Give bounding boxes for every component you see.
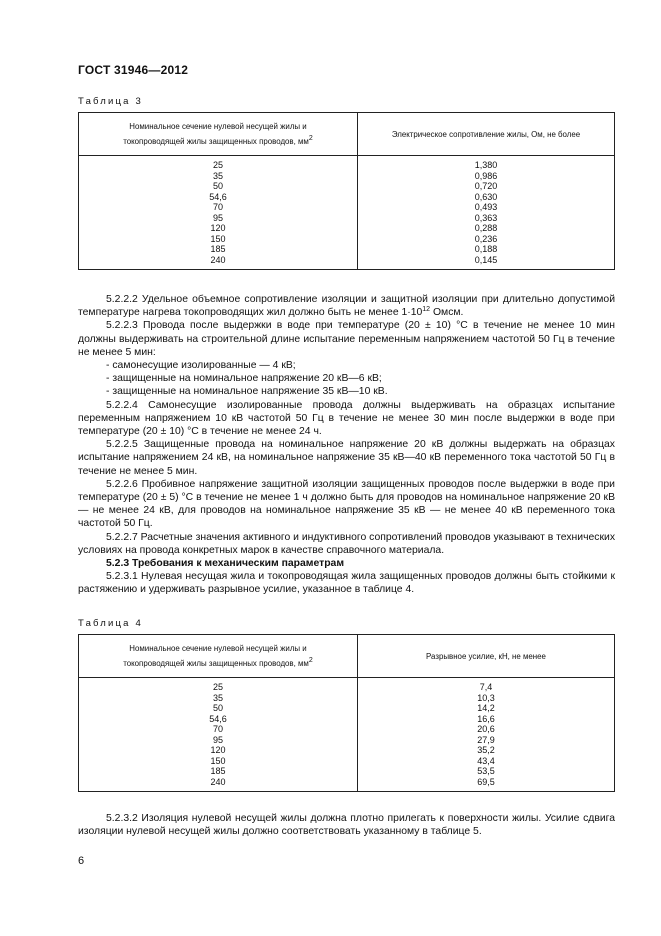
table-cell: 54,6 — [209, 191, 227, 202]
table-cell: 35 — [212, 170, 223, 181]
table-cell: 50 — [212, 703, 223, 713]
table-cell: 185 — [210, 766, 226, 776]
table-cell: 53,5 — [477, 766, 495, 776]
table-cell: 35,2 — [477, 745, 495, 755]
table-3 — [78, 112, 615, 270]
paragraph-5-2-2-4: 5.2.2.4 Самонесущие изолированные провода должны выдерживать на образцах испытание переменным напряжением 10 кВ частотой 50 Гц в течение не менее 30 мин после выдержки в воде при температуре (20 ± 10) °С в течение не менее 24 ч. — [78, 399, 615, 438]
paragraph-5-2-3-2: 5.2.3.2 Изоляция нулевой несущей жилы должна плотно прилегать к поверхности жилы. Усилие сдвига изоляции нулевой несущей жилы должно соответствовать указанному в таблице 5. — [78, 813, 615, 838]
table-cell: 0,720 — [474, 181, 498, 191]
document-header: ГОСТ 31946—2012 — [78, 63, 189, 77]
table-cell: 0,363 — [474, 212, 498, 223]
table-3-section-column — [79, 156, 358, 270]
table-cell: 0,188 — [474, 244, 498, 254]
table-cell: 1,380 — [474, 160, 498, 170]
table-3-header-section: Номинальное сечение нулевой несущей жилы и токопроводящей жилы защищенных проводов, $мм^2$ — [79, 113, 358, 156]
table-cell: 240 — [210, 254, 226, 265]
table-cell: 50 — [212, 181, 223, 191]
table-cell: 0,986 — [474, 170, 498, 181]
table-cell: 95 — [212, 212, 223, 223]
body-block-1 — [78, 293, 615, 597]
table-3-caption: Таблица 3 — [78, 96, 143, 107]
table-4-value-column — [358, 678, 615, 792]
table-cell: 69,5 — [477, 776, 495, 787]
table-cell: 150 — [210, 233, 226, 244]
table-cell: 185 — [210, 244, 226, 254]
table-cell: 20,6 — [477, 724, 495, 734]
table-cell: 14,2 — [477, 703, 495, 713]
table-cell: 150 — [210, 755, 226, 766]
table-cell: 95 — [212, 734, 223, 745]
table-cell: 16,6 — [477, 713, 495, 724]
table-cell: 27,9 — [477, 734, 495, 745]
table-4-section-column — [79, 678, 358, 792]
table-cell: 0,288 — [474, 223, 498, 233]
table-cell: 120 — [210, 745, 226, 755]
table-cell: 70 — [212, 202, 223, 212]
table-cell: 25 — [212, 682, 223, 692]
list-item: - самонесущие изолированные — 4 кВ; — [106, 360, 296, 372]
table-cell: 120 — [210, 223, 226, 233]
paragraph-5-2-2-2: 5.2.2.2 Удельное объемное сопротивление изоляции и защитной изоляции при длительно допустимой температуре нагрева токопроводящих жил должно быть не менее $1\cdot 10^{12}$ Омсм. — [78, 294, 615, 319]
paragraph-5-2-3-1: 5.2.3.1 Нулевая несущая жила и токопроводящая жила защищенных проводов должны быть стойкими к растяжению и удерживать разрывное усилие, указанное в таблице 4. — [78, 571, 615, 596]
table-cell: 0,493 — [474, 202, 498, 212]
table-3-value-column — [358, 156, 615, 270]
table-4-header-section: Номинальное сечение нулевой несущей жилы и токопроводящей жилы защищенных проводов, $мм^2$ — [79, 635, 358, 678]
paragraph-5-2-2-3: 5.2.2.3 Провода после выдержки в воде при температуре (20 ± 10) °С в течение не менее 10 мин должны выдерживать на строительной длине испытание переменным напряжением частотой 50 Гц в течение не менее 5 мин: — [78, 320, 615, 358]
table-cell: 43,4 — [477, 755, 495, 766]
body-block-2 — [78, 812, 615, 838]
table-4 — [78, 634, 615, 792]
table-cell: 10,3 — [477, 692, 495, 703]
paragraph-5-2-2-6: 5.2.2.6 Пробивное напряжение защитной изоляции защищенных проводов после выдержки в воде при температуре (20 ± 5) °С в течение не менее 1 ч должно быть для проводов на номинальное напряжение 20 кВ — не менее 24 кВ, для проводов на номинальное напряжение 35 кВ — не менее 40 кВ переменного тока частотой 50 Гц. — [78, 478, 615, 530]
table-cell: 54,6 — [209, 713, 227, 724]
table-cell: 35 — [212, 692, 223, 703]
table-3-header-resistance: Электрическое сопротивление жилы, Ом, не более — [358, 113, 615, 156]
section-heading-5-2-3: 5.2.3 Требования к механическим параметрам — [106, 558, 345, 570]
page-number: 6 — [78, 855, 85, 867]
paragraph-5-2-2-7: 5.2.2.7 Расчетные значения активного и индуктивного сопротивлений проводов указывают в технических условиях на провода конкретных марок в качестве справочного материала. — [78, 531, 616, 556]
table-4-caption: Таблица 4 — [78, 618, 143, 629]
list-item: - защищенные на номинальное напряжение 20 кВ—6 кВ; — [106, 373, 382, 385]
table-cell: 0,236 — [474, 233, 498, 244]
table-cell: 0,145 — [474, 254, 498, 265]
table-cell: 7,4 — [479, 682, 493, 692]
table-cell: 240 — [210, 776, 226, 787]
table-cell: 25 — [212, 160, 223, 170]
paragraph-5-2-2-5: 5.2.2.5 Защищенные провода на номинальное напряжение 20 кВ должны выдержать на образцах испытание напряжением 24 кВ, на номинальное напряжение 35 кВ—40 кВ переменного тока частотой 50 Гц в течение не менее 5 мин. — [78, 439, 615, 477]
table-4-header-force: Разрывное усилие, кН, не менее — [358, 635, 615, 678]
table-cell: 70 — [212, 724, 223, 734]
table-cell: 0,630 — [474, 191, 498, 202]
list-item: - защищенные на номинальное напряжение 35 кВ—10 кВ. — [106, 386, 388, 398]
